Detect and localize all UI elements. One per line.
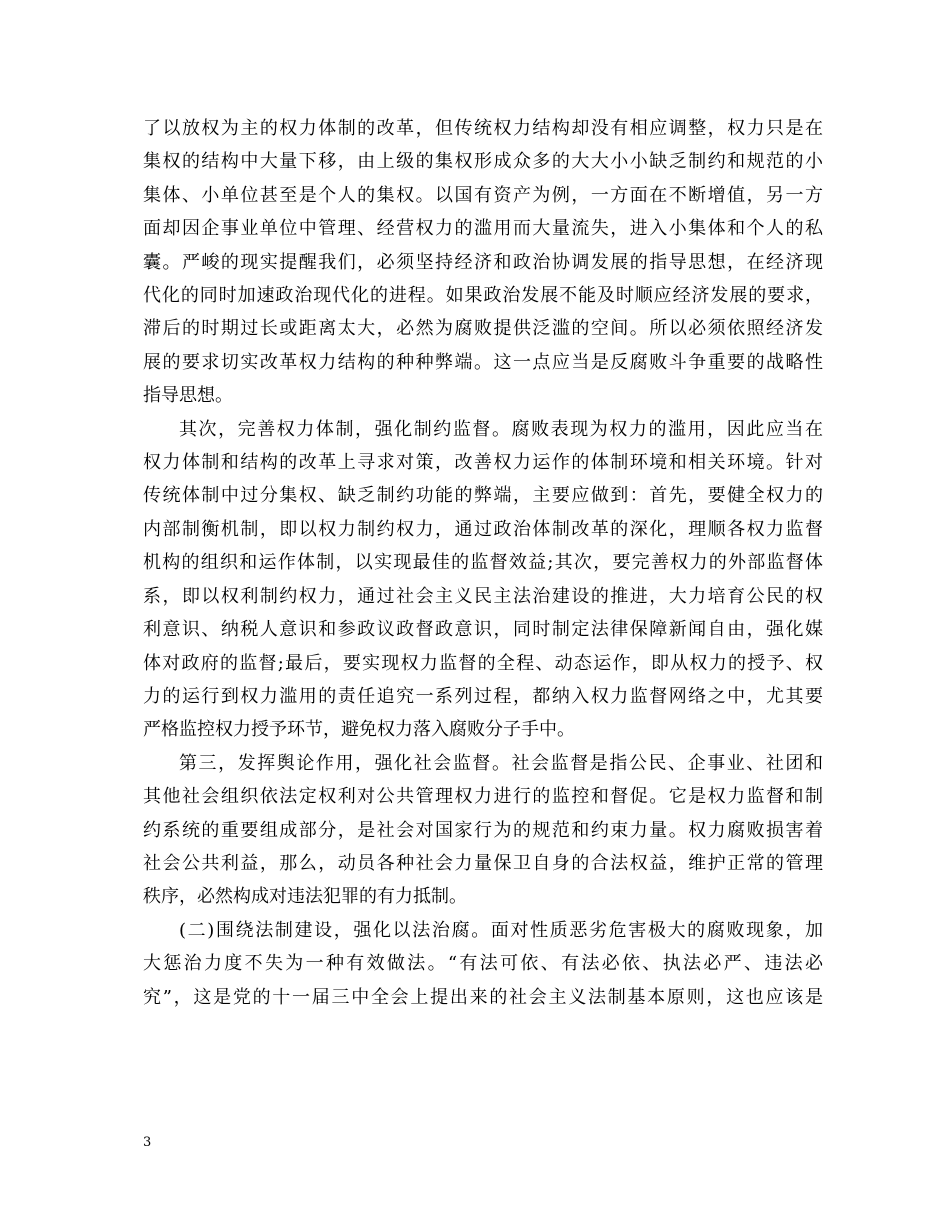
text-line: 系，即以权利制约权力，通过社会主义民主法治建设的推进，大力培育公民的权: [143, 585, 823, 607]
text-line: 机构的组织和运作体制，以实现最佳的监督效益;其次，要完善权力的外部监督体: [143, 552, 823, 574]
text-line: 内部制衡机制，即以权力制约权力，通过政治体制改革的深化，理顺各权力监督: [143, 518, 823, 540]
page-number: 3: [143, 1135, 152, 1150]
text-line: 指导思想。: [143, 385, 233, 407]
text-line: 第三，发挥舆论作用，强化社会监督。社会监督是指公民、企事业、社团和: [179, 752, 823, 774]
text-line: 面却因企事业单位中管理、经营权力的滥用而大量流失，进入小集体和个人的私: [143, 218, 823, 240]
text-line: 展的要求切实改革权力结构的种种弊端。这一点应当是反腐败斗争重要的战略性: [143, 351, 823, 373]
text-line: 权力体制和结构的改革上寻求对策，改善权力运作的体制环境和相关环境。针对: [143, 452, 823, 474]
text-line: (二)围绕法制建设，强化以法治腐。面对性质恶劣危害极大的腐败现象，加: [179, 919, 823, 941]
text-line: 传统体制中过分集权、缺乏制约功能的弊端，主要应做到：首先，要健全权力的: [143, 485, 823, 507]
text-line: 囊。严峻的现实提醒我们，必须坚持经济和政治协调发展的指导思想，在经济现: [143, 251, 823, 273]
paragraph-3: [143, 747, 823, 914]
text-line: 集权的结构中大量下移，由上级的集权形成众多的大大小小缺乏制约和规范的小: [143, 151, 823, 173]
text-line: 其他社会组织依法定权利对公共管理权力进行的监控和督促。它是权力监督和制: [143, 786, 823, 808]
text-line: 究”，这是党的十一届三中全会上提出来的社会主义法制基本原则，这也应该是: [143, 986, 823, 1008]
paragraph-1: [143, 112, 823, 413]
document-body: [143, 112, 823, 1014]
paragraph-4: [143, 914, 823, 1014]
text-line: 大惩治力度不失为一种有效做法。“有法可依、有法必依、执法必严、违法必: [143, 953, 823, 975]
text-line: 力的运行到权力滥用的责任追究一系列过程，都纳入权力监督网络之中，尤其要: [143, 685, 823, 707]
paragraph-2: [143, 413, 823, 747]
text-line: 代化的同时加速政治现代化的进程。如果政治发展不能及时顺应经济发展的要求，: [143, 285, 823, 307]
text-line: 利意识、纳税人意识和参政议政督政意识，同时制定法律保障新闻自由，强化媒: [143, 619, 823, 641]
text-line: 约系统的重要组成部分，是社会对国家行为的规范和约束力量。权力腐败损害着: [143, 819, 823, 841]
text-line: 集体、小单位甚至是个人的集权。以国有资产为例，一方面在不断增值，另一方: [143, 184, 823, 206]
text-line: 其次，完善权力体制，强化制约监督。腐败表现为权力的滥用，因此应当在: [179, 418, 823, 440]
text-line: 滞后的时期过长或距离太大，必然为腐败提供泛滥的空间。所以必须依照经济发: [143, 318, 823, 340]
text-line: 秩序，必然构成对违法犯罪的有力抵制。: [143, 886, 467, 908]
text-line: 了以放权为主的权力体制的改革，但传统权力结构却没有相应调整，权力只是在: [143, 118, 823, 139]
text-line: 体对政府的监督;最后，要实现权力监督的全程、动态运作，即从权力的授予、权: [143, 652, 823, 674]
text-line: 严格监控权力授予环节，避免权力落入腐败分子手中。: [143, 719, 575, 741]
text-line: 社会公共利益，那么，动员各种社会力量保卫自身的合法权益，维护正常的管理: [143, 852, 823, 874]
